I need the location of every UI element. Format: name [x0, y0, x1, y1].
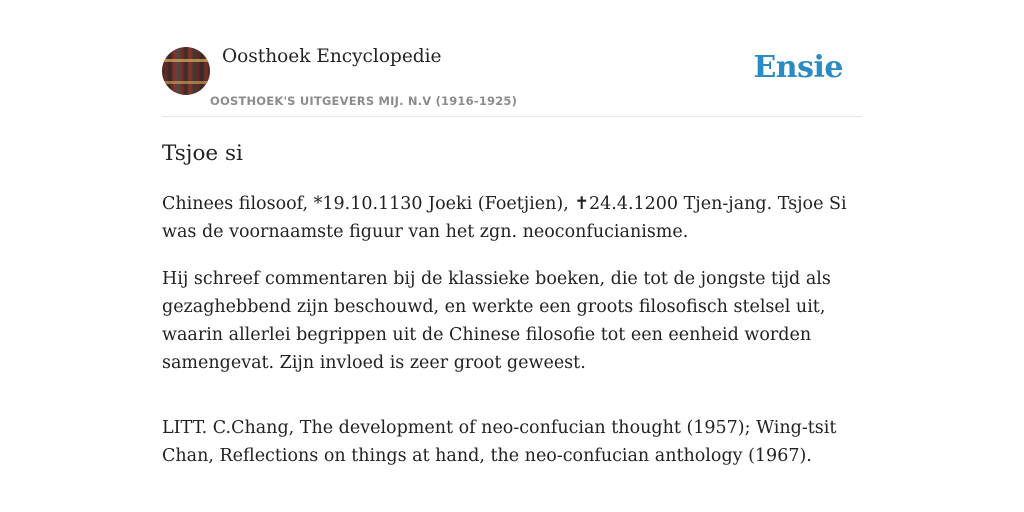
article-paragraph: Hij schreef commentaren bij de klassieke boeken, die tot de jongste tijd als gezaghebbend zijn beschouwd, en werkte een groots filosofisch stelsel uit, waarin allerlei begrippen uit de Chinese filosofie tot een eenheid worden samengevat. Zijn invloed is zeer groot geweest. [162, 269, 831, 373]
site-title[interactable]: Oosthoek Encyclopedie [222, 46, 442, 67]
brand-logo[interactable]: Ensie [753, 50, 843, 85]
book-spines-icon[interactable] [162, 47, 210, 95]
article-paragraph: Chinees filosoof, *19.10.1130 Joeki (Foetjien), ✝24.4.1200 Tjen-jang. Tsjoe Si was de voornaamste figuur van het zgn. neoconfucianisme. [162, 194, 847, 242]
article [162, 138, 862, 489]
page-header [162, 46, 862, 117]
article-title: Tsjoe si [162, 141, 243, 166]
literature-reference: LITT. C.Chang, The development of neo-confucian thought (1957); Wing-tsit Chan, Reflections on things at hand, the neo-confucian anthology (1967). [162, 418, 837, 466]
publisher-label: OOSTHOEK'S UITGEVERS MIJ. N.V (1916-1925) [210, 94, 518, 108]
